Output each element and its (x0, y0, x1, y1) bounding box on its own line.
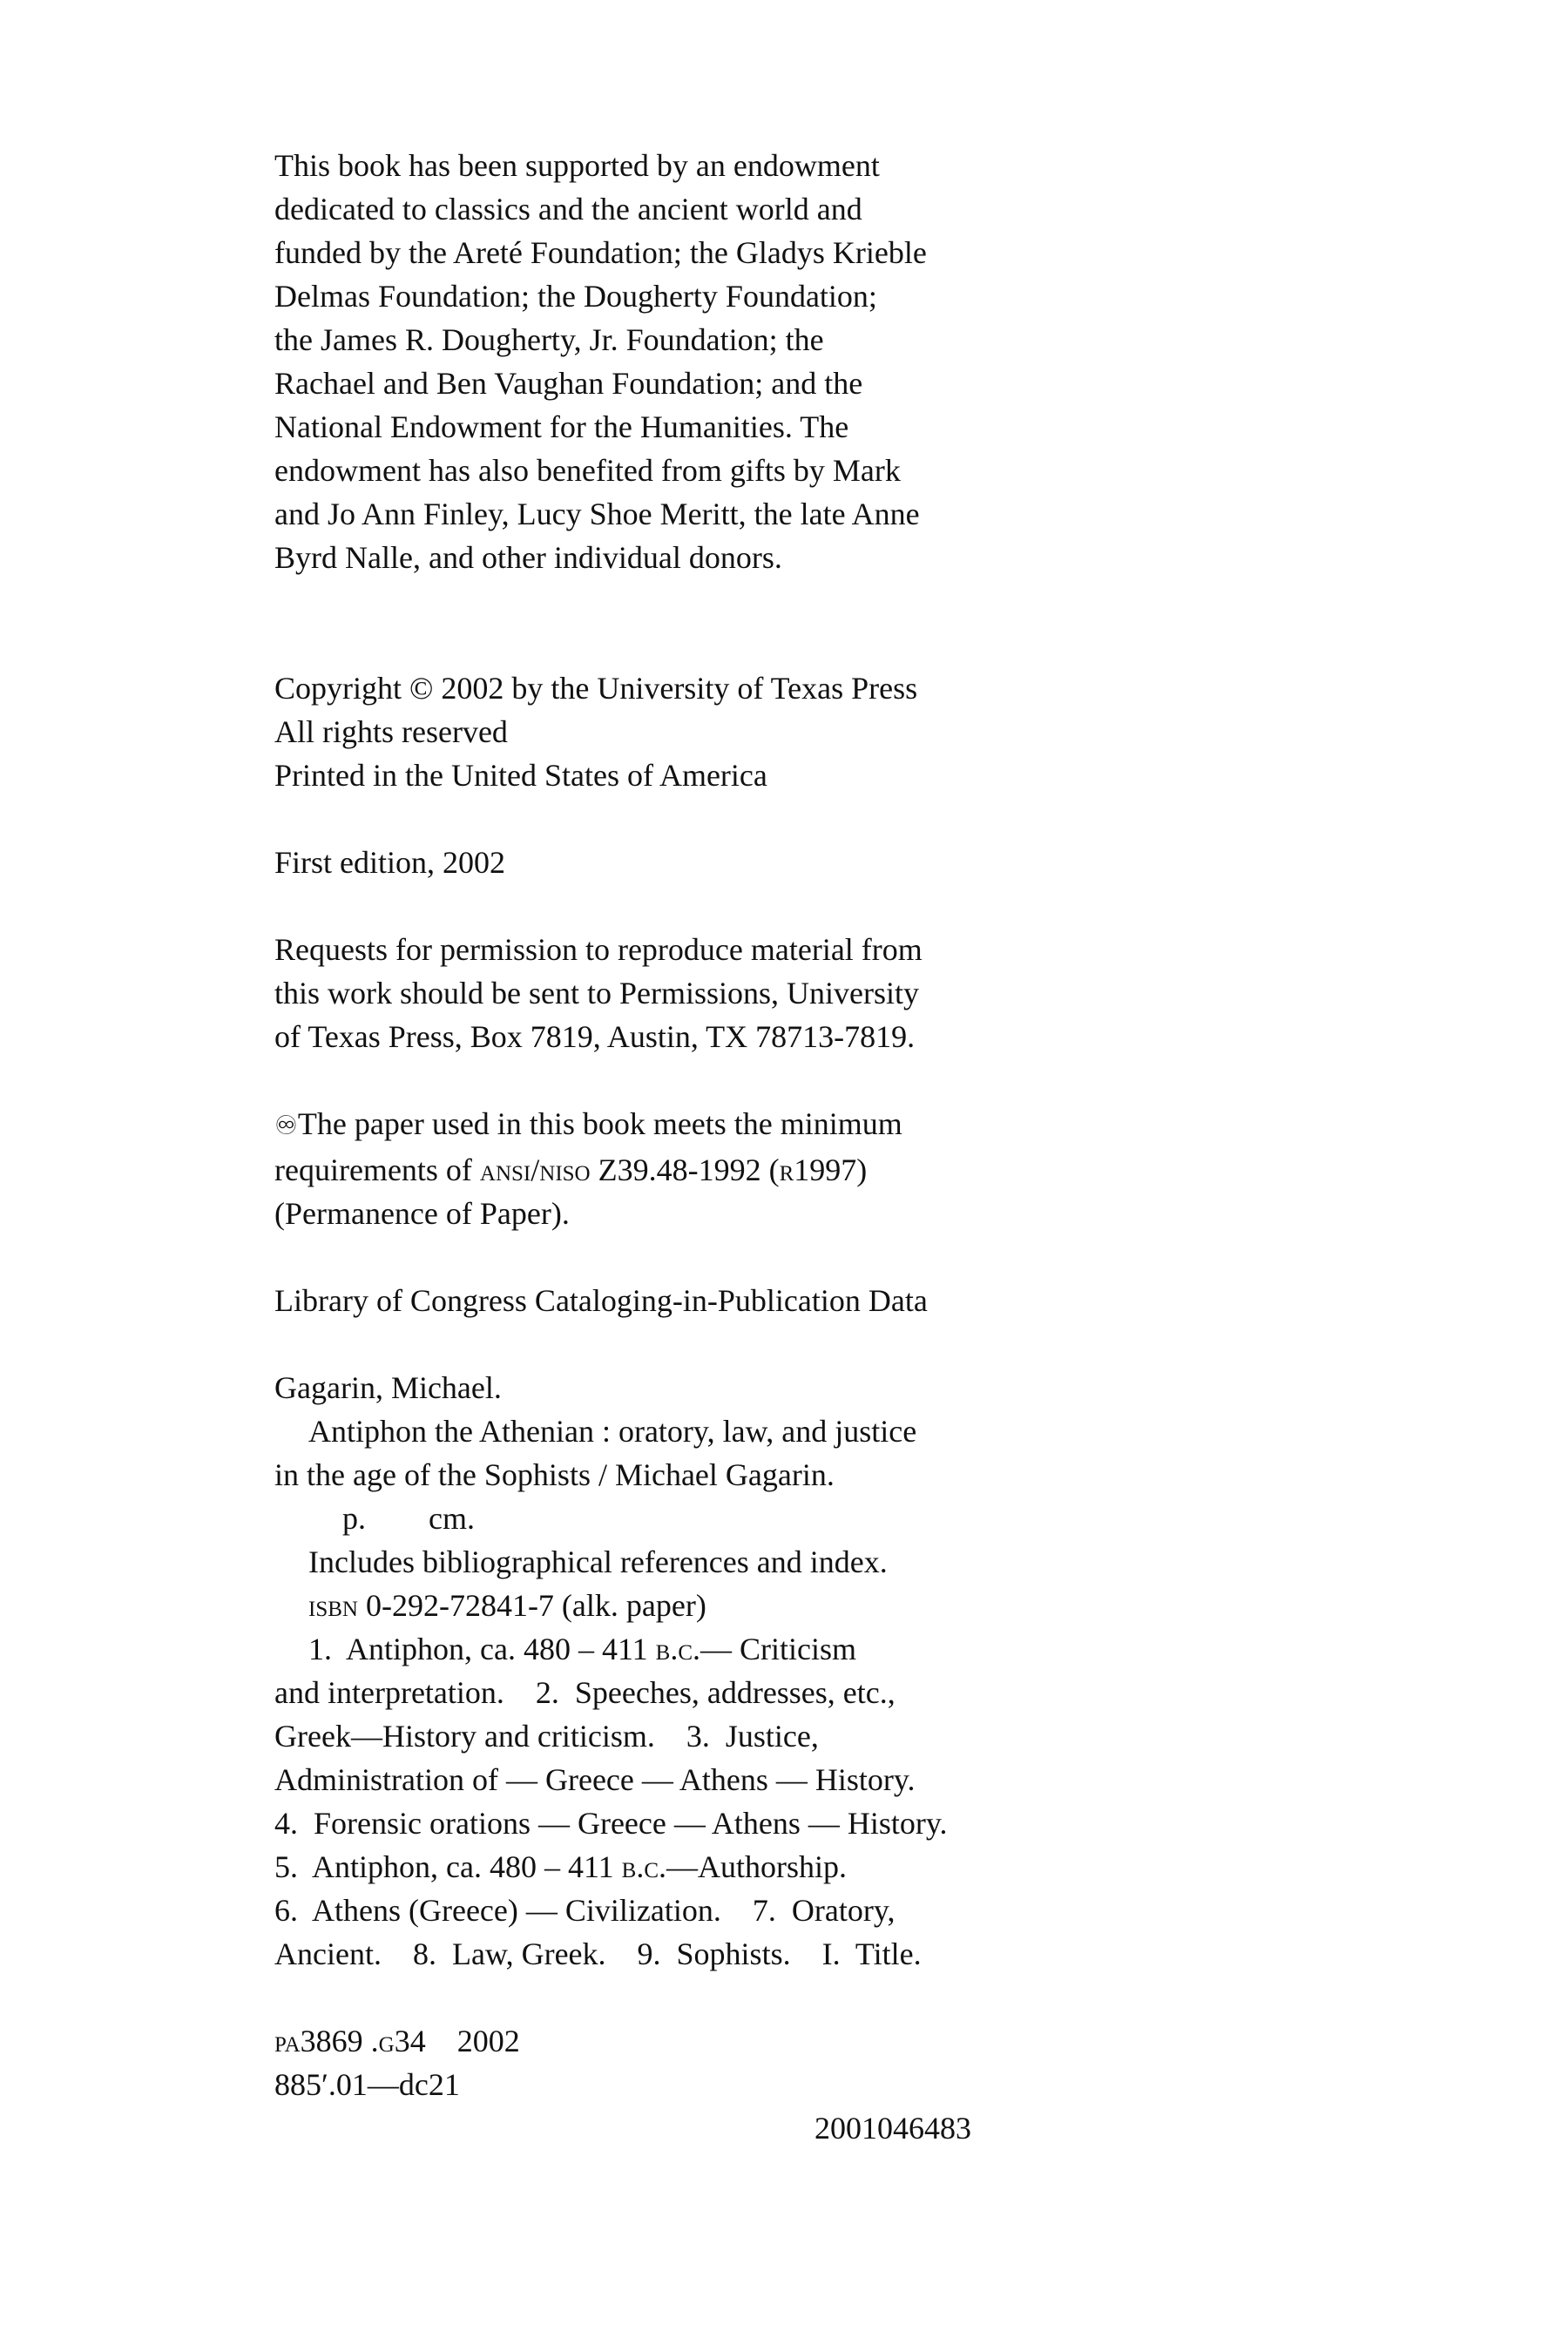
cip-subject-line: Greek—History and criticism. 3. Justice, (274, 1719, 819, 1754)
lc-control-number: 2001046483 (814, 2111, 971, 2146)
cip-record (274, 1366, 971, 2150)
subject-text: —Authorship. (666, 1849, 847, 1884)
cip-heading: Library of Congress Cataloging-in-Publication Data (274, 1283, 928, 1318)
paper-text: The paper used in this book meets the minimum (297, 1106, 902, 1141)
paper-line-2 (274, 1148, 971, 1192)
edition-statement: First edition, 2002 (274, 845, 506, 880)
cip-subject-line: Administration of — Greece — Athens — History. (274, 1762, 916, 1797)
spacer (274, 1322, 971, 1366)
paper-text: requirements of (274, 1152, 480, 1187)
printed-in: Printed in the United States of America (274, 758, 767, 793)
cip-physical: p. cm. (342, 1501, 475, 1536)
lc-classification: pa3869 .g34 2002 (274, 2024, 520, 2058)
subject-text: 1. Antiphon, ca. 480 – 411 (308, 1632, 656, 1666)
endowment-line: funded by the Areté Foundation; the Gladys Krieble (274, 235, 927, 270)
spacer (274, 1976, 971, 2019)
paper-text: Z39.48-1992 ( (590, 1152, 780, 1187)
permissions-line: this work should be sent to Permissions, University (274, 976, 919, 1010)
isbn-value: 0-292-72841-7 (alk. paper) (357, 1588, 706, 1623)
cip-title-cont: in the age of the Sophists / Michael Gagarin. (274, 1457, 835, 1492)
paper-text: ) (856, 1152, 868, 1187)
cip-title: Antiphon the Athenian : oratory, law, and justice (308, 1414, 917, 1449)
spacer (274, 579, 971, 666)
paper-line-1 (274, 1102, 971, 1148)
endowment-line: endowment has also benefited from gifts by Mark (274, 453, 901, 488)
era-label: b.c. (621, 1849, 666, 1884)
permissions-line: of Texas Press, Box 7819, Austin, TX 78713-7819. (274, 1019, 916, 1054)
subject-text: 5. Antiphon, ca. 480 – 411 (274, 1849, 622, 1884)
rights-reserved: All rights reserved (274, 714, 508, 749)
cip-author: Gagarin, Michael. (274, 1370, 502, 1405)
cip-isbn (274, 1584, 971, 1627)
cip-notes: Includes bibliographical references and index. (308, 1544, 888, 1579)
endowment-line: and Jo Ann Finley, Lucy Shoe Meritt, the late Anne (274, 497, 920, 531)
spacer (274, 797, 971, 841)
era-label: b.c. (655, 1632, 700, 1666)
cip-subject-line: 4. Forensic orations — Greece — Athens — History. (274, 1806, 948, 1841)
cip-subject-line (274, 1627, 971, 1671)
isbn-label: isbn (308, 1588, 358, 1623)
infinity-paper-icon: ♾ (274, 1111, 298, 1141)
dewey-classification: 885′.01—dc21 (274, 2067, 460, 2102)
copyright-page (274, 144, 971, 2150)
paper-permanence-block (274, 1102, 971, 1235)
endowment-statement (274, 144, 971, 579)
endowment-line: dedicated to classics and the ancient world and (274, 192, 862, 226)
standard-name: ansi/niso (479, 1152, 591, 1187)
spacer (274, 884, 971, 928)
endowment-line: the James R. Dougherty, Jr. Foundation; the (274, 322, 824, 357)
endowment-line: Rachael and Ben Vaughan Foundation; and the (274, 366, 863, 401)
spacer (274, 1235, 971, 1279)
endowment-line: This book has been supported by an endowment (274, 148, 880, 183)
endowment-line: National Endowment for the Humanities. The (274, 409, 849, 444)
endowment-line: Delmas Foundation; the Dougherty Foundation; (274, 279, 877, 314)
permissions-line: Requests for permission to reproduce material from (274, 932, 923, 967)
reaffirmed-year: r1997 (779, 1152, 857, 1187)
endowment-line: Byrd Nalle, and other individual donors. (274, 540, 782, 575)
permissions-block (274, 928, 971, 1058)
paper-line-3: (Permanence of Paper). (274, 1196, 570, 1231)
cip-subject-line: Ancient. 8. Law, Greek. 9. Sophists. I. Title. (274, 1936, 922, 1971)
spacer (274, 1058, 971, 1102)
cip-subject-line: 6. Athens (Greece) — Civilization. 7. Oratory, (274, 1893, 896, 1928)
copyright-notice: Copyright © 2002 by the University of Texas Press (274, 671, 918, 706)
subject-text: — Criticism (700, 1632, 856, 1666)
cip-subject-line: and interpretation. 2. Speeches, addresses, etc., (274, 1675, 896, 1710)
cip-subject-line (274, 1845, 971, 1889)
copyright-block (274, 666, 971, 797)
